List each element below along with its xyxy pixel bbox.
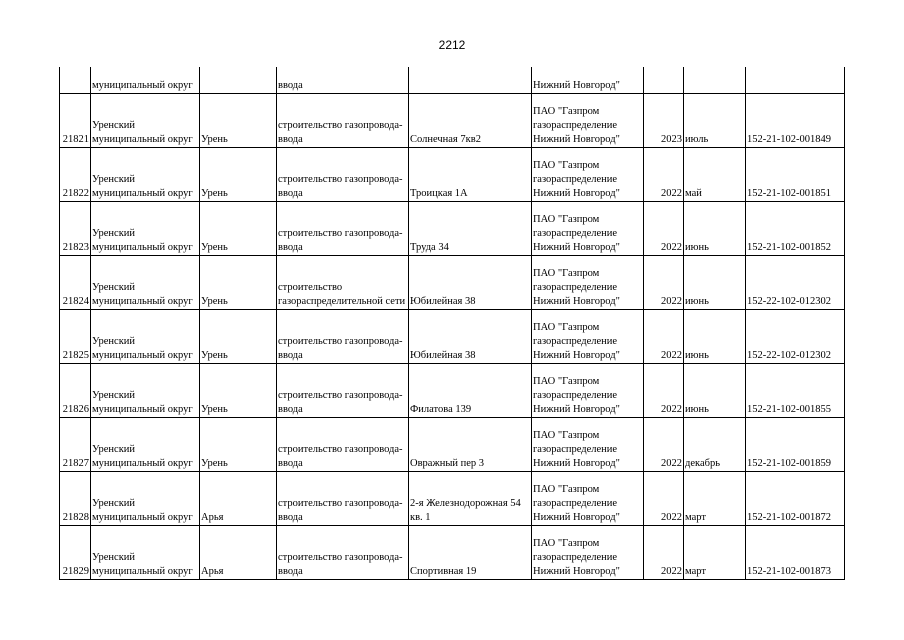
month-cell: декабрь — [684, 418, 746, 472]
work-type-cell: строительство газораспределительной сети — [277, 256, 409, 310]
settlement-cell: Урень — [200, 94, 277, 148]
table-row — [60, 256, 845, 310]
code-cell: 152-21-102-001852 — [746, 202, 845, 256]
year-cell — [644, 67, 684, 94]
year-cell: 2023 — [644, 94, 684, 148]
work-type-cell: строительство газопровода- ввода — [277, 472, 409, 526]
code-cell: 152-21-102-001855 — [746, 364, 845, 418]
district-cell: Уренский муниципальный округ — [91, 526, 200, 580]
code-cell: 152-21-102-001872 — [746, 472, 845, 526]
page-number: 2212 — [438, 38, 466, 52]
table-row — [60, 310, 845, 364]
work-type-cell: строительство газопровода- ввода — [277, 526, 409, 580]
address-cell: Овражный пер 3 — [409, 418, 532, 472]
month-cell: июнь — [684, 310, 746, 364]
month-cell: июнь — [684, 202, 746, 256]
table-row — [60, 526, 845, 580]
settlement-cell: Урень — [200, 148, 277, 202]
row-number: 21822 — [60, 148, 91, 202]
district-cell: муниципальный округ — [91, 67, 200, 94]
row-number: 21827 — [60, 418, 91, 472]
code-cell: 152-21-102-001851 — [746, 148, 845, 202]
row-number: 21825 — [60, 310, 91, 364]
company-cell: ПАО "Газпром газораспределение Нижний Новгород" — [532, 418, 644, 472]
settlement-cell: Урень — [200, 364, 277, 418]
work-type-cell: строительство газопровода- ввода — [277, 148, 409, 202]
table-row — [60, 418, 845, 472]
company-cell: ПАО "Газпром газораспределение Нижний Новгород" — [532, 256, 644, 310]
settlement-cell: Арья — [200, 472, 277, 526]
district-cell: Уренский муниципальный округ — [91, 148, 200, 202]
company-cell: Нижний Новгород" — [532, 67, 644, 94]
district-cell: Уренский муниципальный округ — [91, 256, 200, 310]
month-cell: июнь — [684, 364, 746, 418]
code-cell: 152-21-102-001849 — [746, 94, 845, 148]
district-cell: Уренский муниципальный округ — [91, 94, 200, 148]
address-cell — [409, 67, 532, 94]
gas-works-table — [59, 67, 845, 580]
company-cell: ПАО "Газпром газораспределение Нижний Новгород" — [532, 472, 644, 526]
year-cell: 2022 — [644, 364, 684, 418]
row-number: 21823 — [60, 202, 91, 256]
company-cell: ПАО "Газпром газораспределение Нижний Новгород" — [532, 148, 644, 202]
code-cell: 152-21-102-001859 — [746, 418, 845, 472]
month-cell: март — [684, 472, 746, 526]
company-cell: ПАО "Газпром газораспределение Нижний Новгород" — [532, 202, 644, 256]
district-cell: Уренский муниципальный округ — [91, 418, 200, 472]
year-cell: 2022 — [644, 256, 684, 310]
year-cell: 2022 — [644, 202, 684, 256]
row-number — [60, 67, 91, 94]
table-row — [60, 472, 845, 526]
company-cell: ПАО "Газпром газораспределение Нижний Новгород" — [532, 364, 644, 418]
address-cell: Юбилейная 38 — [409, 256, 532, 310]
settlement-cell: Урень — [200, 310, 277, 364]
month-cell: май — [684, 148, 746, 202]
work-type-cell: строительство газопровода- ввода — [277, 202, 409, 256]
row-number: 21824 — [60, 256, 91, 310]
settlement-cell: Арья — [200, 526, 277, 580]
address-cell: Троицкая 1А — [409, 148, 532, 202]
settlement-cell: Урень — [200, 202, 277, 256]
address-cell: Солнечная 7кв2 — [409, 94, 532, 148]
month-cell: март — [684, 526, 746, 580]
table-row — [60, 94, 845, 148]
month-cell — [684, 67, 746, 94]
code-cell: 152-21-102-001873 — [746, 526, 845, 580]
company-cell: ПАО "Газпром газораспределение Нижний Новгород" — [532, 310, 644, 364]
settlement-cell: Урень — [200, 418, 277, 472]
code-cell — [746, 67, 845, 94]
table-row — [60, 364, 845, 418]
settlement-cell: Урень — [200, 256, 277, 310]
district-cell: Уренский муниципальный округ — [91, 364, 200, 418]
code-cell: 152-22-102-012302 — [746, 256, 845, 310]
address-cell: Труда 34 — [409, 202, 532, 256]
row-number: 21821 — [60, 94, 91, 148]
work-type-cell: строительство газопровода- ввода — [277, 364, 409, 418]
row-number: 21828 — [60, 472, 91, 526]
year-cell: 2022 — [644, 526, 684, 580]
address-cell: Спортивная 19 — [409, 526, 532, 580]
district-cell: Уренский муниципальный округ — [91, 310, 200, 364]
work-type-cell: ввода — [277, 67, 409, 94]
year-cell: 2022 — [644, 148, 684, 202]
table-row — [60, 67, 845, 94]
year-cell: 2022 — [644, 418, 684, 472]
code-cell: 152-22-102-012302 — [746, 310, 845, 364]
work-type-cell: строительство газопровода- ввода — [277, 310, 409, 364]
company-cell: ПАО "Газпром газораспределение Нижний Новгород" — [532, 526, 644, 580]
year-cell: 2022 — [644, 310, 684, 364]
row-number: 21829 — [60, 526, 91, 580]
address-cell: 2-я Железнодорожная 54 кв. 1 — [409, 472, 532, 526]
address-cell: Филатова 139 — [409, 364, 532, 418]
row-number: 21826 — [60, 364, 91, 418]
work-type-cell: строительство газопровода- ввода — [277, 94, 409, 148]
work-type-cell: строительство газопровода- ввода — [277, 418, 409, 472]
month-cell: июль — [684, 94, 746, 148]
year-cell: 2022 — [644, 472, 684, 526]
table-row — [60, 148, 845, 202]
district-cell: Уренский муниципальный округ — [91, 472, 200, 526]
company-cell: ПАО "Газпром газораспределение Нижний Новгород" — [532, 94, 644, 148]
settlement-cell — [200, 67, 277, 94]
table-row — [60, 202, 845, 256]
address-cell: Юбилейная 38 — [409, 310, 532, 364]
district-cell: Уренский муниципальный округ — [91, 202, 200, 256]
month-cell: июнь — [684, 256, 746, 310]
